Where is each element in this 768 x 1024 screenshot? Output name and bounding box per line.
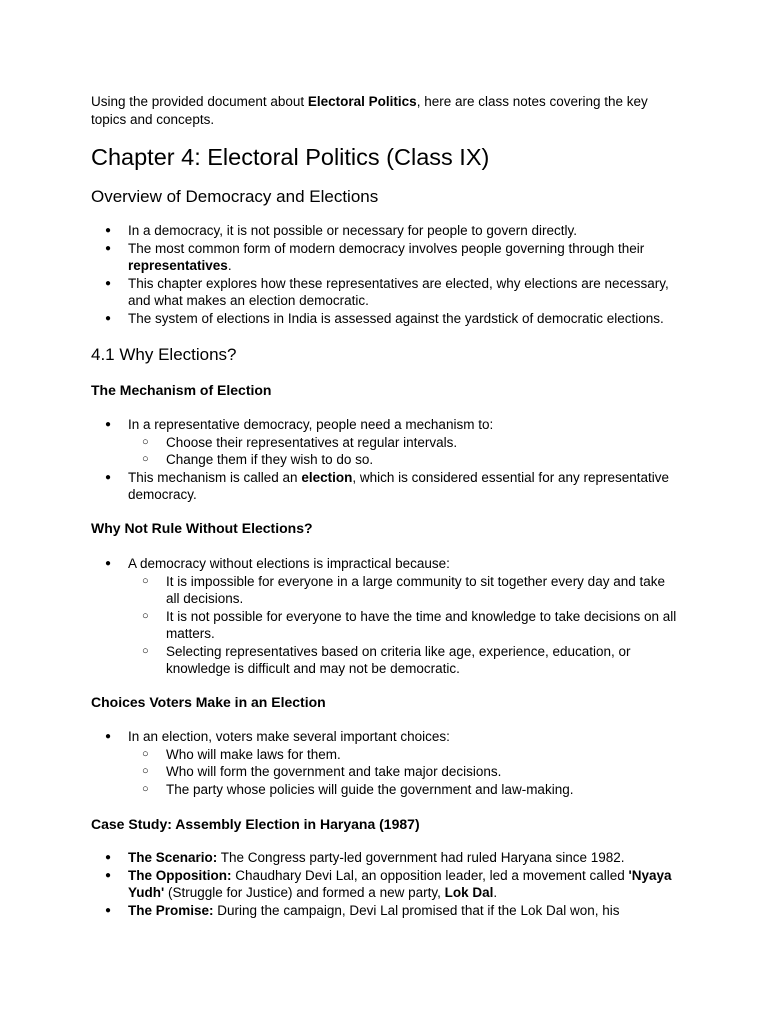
case-study-list — [91, 849, 691, 919]
choices-heading: Choices Voters Make in an Election — [91, 694, 326, 710]
intro-paragraph — [91, 93, 681, 128]
mechanism-heading: The Mechanism of Election — [91, 382, 272, 398]
case-study-heading: Case Study: Assembly Election in Haryana (1987) — [91, 816, 420, 832]
list-item: ● This chapter explores how these representatives are elected, why elections are necessary, and what makes an election democratic. — [91, 275, 691, 310]
sub-list-item: ○ It is impossible for everyone in a large community to sit together every day and take all decisions. — [91, 573, 691, 608]
intro-text-end: , here are class notes covering the key topics and concepts. — [91, 94, 648, 127]
overview-list — [91, 222, 691, 327]
sub-list-item: ○ Choose their representatives at regular intervals. — [91, 434, 691, 452]
list-item: ● This mechanism is called an election, which is considered essential for any representative democracy. — [91, 469, 691, 504]
sub-list-item: ○ The party whose policies will guide the government and law-making. — [91, 781, 691, 799]
mechanism-list — [91, 416, 691, 504]
intro-text: Using the provided document about — [91, 94, 308, 109]
why-elections-heading: 4.1 Why Elections? — [91, 345, 237, 364]
overview-heading: Overview of Democracy and Elections — [91, 187, 379, 206]
chapter-title: Chapter 4: Electoral Politics (Class IX) — [91, 144, 490, 170]
list-item: ● A democracy without elections is impractical because: — [91, 555, 691, 573]
sub-list-item: ○ Who will make laws for them. — [91, 746, 691, 764]
why-not-heading: Why Not Rule Without Elections? — [91, 520, 313, 536]
list-item: ● The Scenario: The Congress party-led government had ruled Haryana since 1982. — [91, 849, 691, 867]
list-item: ● The Opposition: Chaudhary Devi Lal, an opposition leader, led a movement called 'Nyaya Yudh' (Struggle for Justice) and formed a new party, Lok Dal. — [91, 867, 691, 902]
list-item: ● In a democracy, it is not possible or necessary for people to govern directly. — [91, 222, 691, 240]
list-item: ● In a representative democracy, people need a mechanism to: — [91, 416, 691, 434]
choices-list — [91, 728, 691, 798]
sub-list-item: ○ Change them if they wish to do so. — [91, 451, 691, 469]
why-not-list — [91, 555, 691, 678]
list-item: ● In an election, voters make several important choices: — [91, 728, 691, 746]
sub-list-item: ○ It is not possible for everyone to have the time and knowledge to take decisions on all matters. — [91, 608, 691, 643]
sub-list-item: ○ Who will form the government and take major decisions. — [91, 763, 691, 781]
list-item: ● The most common form of modern democracy involves people governing through their representatives. — [91, 240, 691, 275]
sub-list-item: ○ Selecting representatives based on criteria like age, experience, education, or knowledge is difficult and may not be democratic. — [91, 643, 691, 678]
intro-bold: Electoral Politics — [307, 94, 417, 109]
list-item: ● The system of elections in India is assessed against the yardstick of democratic elections. — [91, 310, 691, 328]
list-item: ● The Promise: During the campaign, Devi Lal promised that if the Lok Dal won, his — [91, 902, 691, 920]
